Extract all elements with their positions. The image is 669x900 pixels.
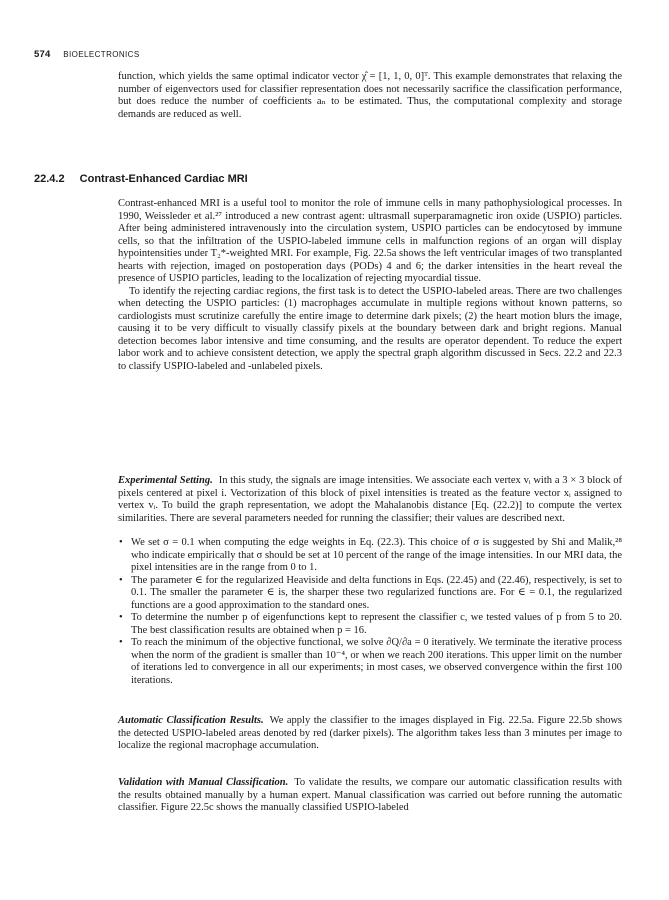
body-paragraph-2: To identify the rejecting cardiac regions, the first task is to detect the USPIO-labeled areas. There are two challenges when detecting the USPIO particles: (1) macrophages accumulate in multiple regions without known patterns, so cardiologists must scrutinize carefully the entire image to determine dark pixels; (2) the heart motion blurs the image, causing it to be very difficult to visually classify pixels at the boundary between dark and bright regions. Manual detection becomes labor intensive and time consuming, and the results are operator dependent. To reduce the expert labor work and to achieve consistent detection, we apply the spectral graph algorithm discussed in Secs. 22.2 and 22.3 to classify USPIO-labeled and -unlabeled pixels. [118, 285, 622, 372]
intro-block [118, 71, 622, 121]
experimental-setting-text: In this study, the signals are image intensities. We associate each vertex vᵢ with a 3 × 3 block of pixels centered at pixel i. Vectorization of this block of pixel intensities is treated as the feature vector xᵢ assigned to vertex vᵢ. To build the graph representation, we adopt the Mahalanobis distance [Eq. (22.2)] to compute the vertex similarities. There are several parameters needed for running the classifier; their values are described next. [118, 475, 623, 524]
automatic-results-text: We apply the classifier to the images displayed in Fig. 22.5a. Figure 22.5b shows the detected USPIO-labeled areas denoted by red (darker pixels). The algorithm takes less than 3 minutes per image to localize the regional macrophage accumulation. [118, 715, 622, 751]
body-paragraph-1: Contrast-enhanced MRI is a useful tool to monitor the role of immune cells in many pathophysiological processes. In 1990, Weissleder et al.²⁷ introduced a new contrast agent: ultrasmall superparamagnetic iron oxide (USPIO) particles. After being administered intravenously into the circulation system, USPIO particles can be endocytosed by immune cells, so that the infiltration of the USPIO-labeled immune cells in malfunction regions of an organ will display hypointensities under T₂*-weighted MRI. For example, Fig. 22.5a shows the left ventricular images of two transplanted hearts with rejection, imaged on postoperation days (PODs) 4 and 6; the darker intensities in the heart reveal the presence of USPIO particles, leading to the localization of rejecting myocardial tissue. [118, 198, 622, 284]
automatic-results-block [118, 715, 622, 753]
validation-block [118, 777, 622, 815]
experimental-setting-paragraph [118, 475, 622, 525]
page-header [34, 49, 140, 60]
automatic-results-paragraph [118, 715, 622, 753]
validation-heading: Validation with Manual Classification. [118, 777, 289, 788]
list-item: • To determine the number p of eigenfunctions kept to represent the classifier c, we tested values of p from 5 to 20. The best classification results are obtained when p = 16. [118, 612, 622, 637]
section-number: 22.4.2 [34, 173, 65, 185]
experimental-setting-heading: Experimental Setting. [118, 475, 213, 486]
section-title: Contrast-Enhanced Cardiac MRI [79, 173, 248, 185]
running-title: BIOELECTRONICS [63, 50, 140, 59]
list-item: • To reach the minimum of the objective functional, we solve ∂Q/∂a = 0 iteratively. We terminate the iterative process when the norm of the gradient is smaller than 10⁻⁴, or when we reach 200 iterations. This upper limit on the number of iterations led to convergence in all our experiments; in most cases, we observed convergence within the first 100 iterations. [118, 637, 622, 687]
page-number: 574 [34, 49, 51, 60]
list-item: • We set σ = 0.1 when computing the edge weights in Eq. (22.3). This choice of σ is suggested by Shi and Malik,²⁸ who indicate empirically that σ should be set at 10 percent of the range of the image intensities. In our MRI data, the pixel intensities are in the range from 0 to 1. [118, 537, 622, 575]
validation-paragraph [118, 777, 622, 815]
list-item: • The parameter ∈ for the regularized Heaviside and delta functions in Eqs. (22.45) and (22.46), respectively, is set to 0.1. The smaller the parameter ∈ is, the sharper these two regularized functions are. For ∈ = 0.1, the regularized functions are a good approximation to the standard ones. [118, 575, 622, 613]
experimental-setting-block [118, 475, 622, 525]
validation-text: To validate the results, we compare our automatic classification results with the results obtained manually by a human expert. Manual classification was carried out before running the automatic classifier. Figure 22.5c shows the manually classified USPIO-labeled [118, 777, 622, 813]
automatic-results-heading: Automatic Classification Results. [118, 715, 264, 726]
section-heading [34, 173, 248, 185]
section-body [118, 198, 622, 373]
parameter-list-block [118, 537, 622, 687]
intro-paragraph: function, which yields the same optimal indicator vector χ̂ = [1, 1, 0, 0]ᵀ. This example demonstrates that relaxing the number of eigenvectors used for classifier representation does not necessarily sacrifice the classification performance, but does reduce the number of coefficients aₙ to be estimated. Thus, the computational complexity and storage demands are reduced as well. [118, 71, 622, 120]
parameter-list [118, 537, 622, 687]
